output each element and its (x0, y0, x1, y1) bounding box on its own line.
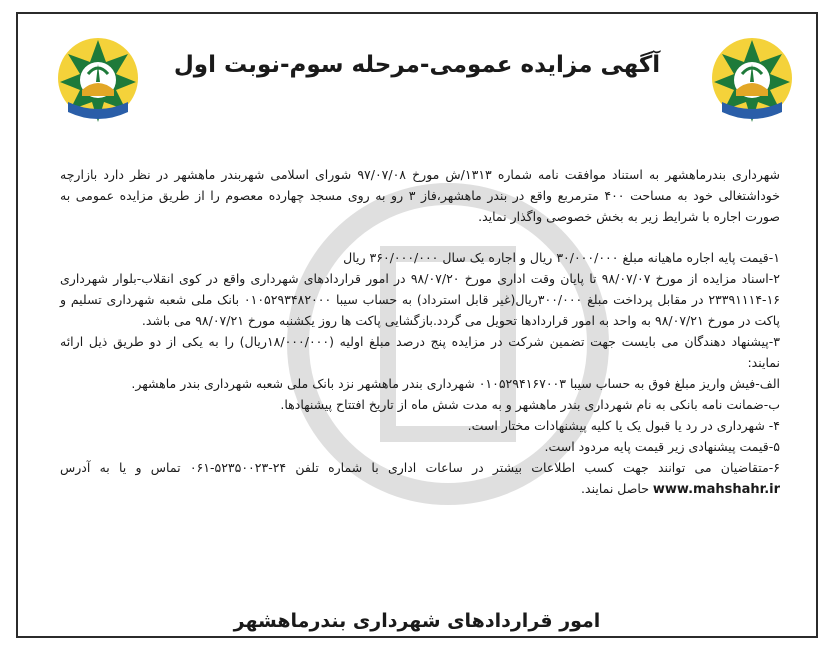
contact-suffix: حاصل نمایند. (581, 481, 649, 496)
item-rights: ۴- شهرداری در رد یا قبول یک یا کلیه پیشنهادات مختار است. (467, 418, 780, 433)
item-base-price: ۱-قیمت پایه اجاره ماهیانه مبلغ ۳۰/۰۰۰/۰۰۰ ریال و اجاره یک سال ۳۶۰/۰۰۰/۰۰۰ ریال (343, 250, 780, 265)
item-guarantee: ۳-پیشنهاد دهندگان می بایست جهت تضمین شرکت در مزایده پنج درصد مبلغ اولیه (۱۸/۰۰۰/۰۰۰ریال) را به یکی از دو طریق ذیل ارائه نمایند: (60, 334, 780, 370)
contact-text: ۶-متقاضیان می توانند جهت کسب اطلاعات بیشتر در ساعات اداری با شماره تلفن ۲۴-۵۲۳۵۰۰۲۳-۰۶۱ تماس و یا به آدرس (60, 460, 780, 475)
intro-paragraph: شهرداری بندرماهشهر به استناد موافقت نامه شماره ۱۳۱۳/ش مورخ ۹۷/۰۷/۰۸ شورای اسلامی شهربندر ماهشهر در نظر دارد بازارچه خوداشتغالی خود به مساحت ۴۰۰ مترمربع واقع در بندر ماهشهر،فاز ۳ رو به روی مسجد چهارده معصوم را از طریق مزایده عمومی به صورت اجاره با شرایط زیر به بخش خصوصی واگذار نماید. (60, 167, 780, 224)
signature: امور قراردادهای شهرداری بندرماهشهر (233, 610, 601, 632)
item-guarantee-deposit: الف-فیش واریز مبلغ فوق به حساب سیبا ۰۱۰۵۲۹۴۱۶۷۰۰۳ شهرداری بندر ماهشهر نزد بانک ملی شعبه شهرداری بندر ماهشهر. (131, 376, 780, 391)
municipality-emblem-icon (708, 32, 796, 128)
item-documents: ۲-اسناد مزایده از مورخ ۹۸/۰۷/۰۷ تا پایان وقت اداری مورخ ۹۸/۰۷/۲۰ در امور قراردادهای شهرداری واقع در کوی انقلاب-بلوار شهرداری ۱۶-۲۳۳۹۱۱۱۴ در مقابل پرداخت مبلغ ۳۰۰/۰۰۰ریال(غیر قابل استرداد) به حساب سیبا ۰۱۰۵۲۹۳۴۸۲۰۰۰ بانک ملی شعبه شهرداری تسلیم و پاکت در مورخ ۹۸/۰۷/۲۱ به واحد به امور قراردادها تحویل می گردد.بازگشایی پاکت ها روز یکشنبه مورخ ۹۸/۰۷/۲۱ می باشد. (60, 271, 780, 328)
municipality-emblem-icon (54, 32, 142, 128)
notice-body (60, 164, 780, 500)
item-contact (60, 457, 780, 500)
item-rejection: ۵-قیمت پیشنهادی زیر قیمت پایه مردود است. (544, 439, 780, 454)
item-guarantee-bank: ب-ضمانت نامه بانکی به نام شهرداری بندر ماهشهر و به مدت شش ماه از تاریخ افتتاح پیشنهادها. (280, 397, 780, 412)
website-link[interactable]: www.mahshahr.ir (652, 482, 780, 497)
notice-frame (16, 12, 818, 638)
notice-title: آگهی مزایده عمومی-مرحله سوم-نوبت اول (173, 52, 661, 78)
